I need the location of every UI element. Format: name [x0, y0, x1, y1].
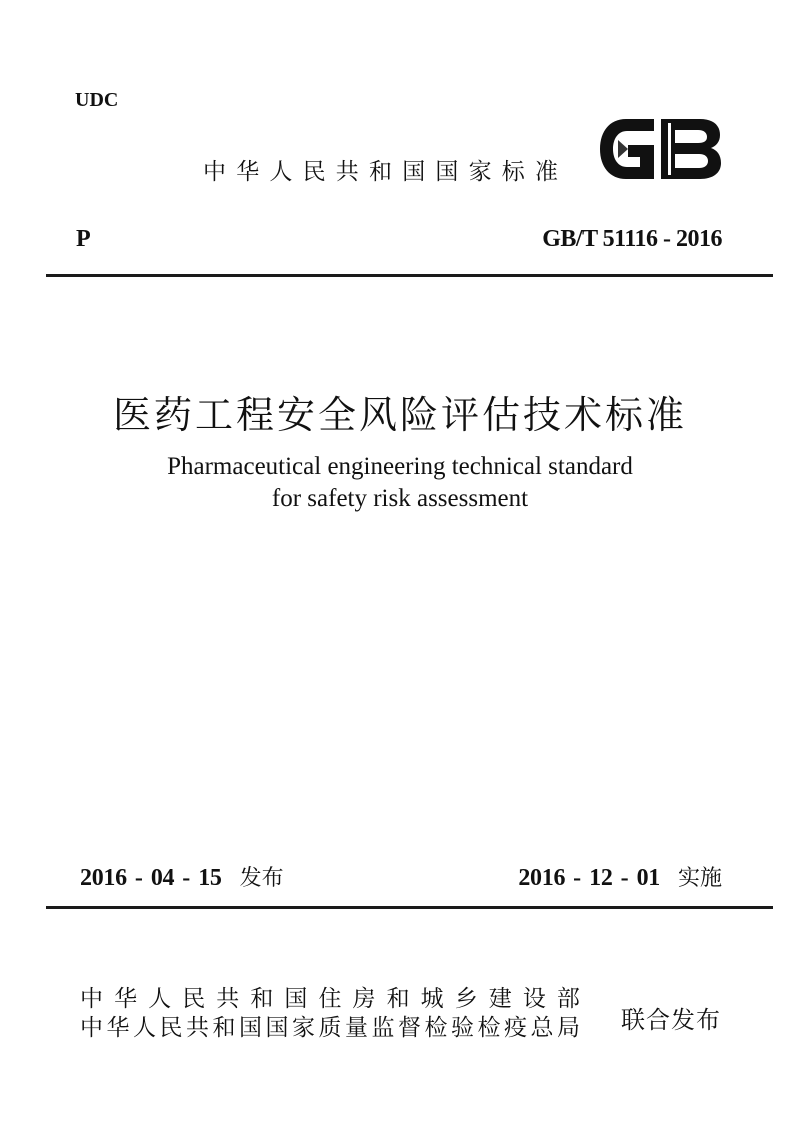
issuer-char: 检: [424, 1015, 448, 1041]
classification-code: P: [76, 226, 91, 252]
issuer-char: 和: [250, 986, 274, 1012]
issuer-char: 家: [292, 1015, 315, 1041]
title-english-line-2: for safety risk assessment: [271, 485, 529, 512]
national-standard-label: 中华人民共和国国家标准: [203, 159, 569, 185]
joint-issue-label: 联合发布: [621, 1006, 721, 1034]
issuer-char: 人: [148, 986, 172, 1012]
date-separator: -: [620, 865, 629, 891]
issue-month: 04: [150, 865, 175, 891]
issuer-line-2: [80, 1014, 580, 1043]
title-english: [0, 451, 800, 515]
issuer-char: 部: [556, 986, 580, 1012]
date-separator: -: [182, 865, 191, 891]
issuer-char: 总: [530, 1015, 554, 1041]
issuer-char: 民: [182, 986, 206, 1012]
implementation-label: 实施: [677, 866, 722, 891]
date-separator: -: [134, 865, 143, 891]
issuer-char: 共: [216, 986, 240, 1012]
issuer-char: 建: [488, 986, 512, 1012]
date-separator: -: [573, 865, 582, 891]
issuer-char: 国: [239, 1015, 262, 1041]
issuer-char: 量: [345, 1015, 368, 1041]
issuer-char: 和: [212, 1015, 236, 1041]
implementation-year: 2016: [518, 865, 566, 891]
implementation-date: [518, 861, 722, 892]
implementation-day: 01: [636, 865, 660, 891]
issue-year: 2016: [80, 865, 127, 891]
issuer-char: 和: [386, 986, 410, 1012]
issuer-char: 住: [318, 986, 342, 1012]
issuer-char: 中: [80, 1015, 103, 1041]
issuer-char: 验: [451, 1015, 474, 1041]
issuer-char: 城: [420, 986, 444, 1012]
issuer-char: 人: [133, 1015, 156, 1041]
title-english-line-1: Pharmaceutical engineering technical standard: [167, 453, 633, 480]
issue-label: 发布: [239, 866, 284, 891]
issuer-char: 局: [557, 1015, 580, 1041]
issuer-char: 国: [284, 986, 308, 1012]
issuer-char: 民: [159, 1015, 183, 1041]
issuer-char: 国: [265, 1015, 289, 1041]
issue-day: 15: [198, 865, 222, 891]
udc-label: UDC: [75, 89, 119, 111]
issuer-char: 督: [398, 1015, 421, 1041]
issuer-char: 设: [522, 986, 546, 1012]
issuer-line-1: [80, 985, 580, 1014]
gb-logo-icon: [596, 113, 724, 185]
issuer-char: 共: [186, 1015, 209, 1041]
issuer-char: 监: [371, 1015, 395, 1041]
issuer-char: 疫: [504, 1015, 527, 1041]
issuer-char: 华: [106, 1015, 130, 1041]
implementation-month: 12: [589, 865, 613, 891]
issuer-char: 房: [352, 986, 376, 1012]
bottom-divider: [46, 906, 773, 909]
issuing-authorities: [80, 985, 580, 1043]
issuer-char: 中: [80, 986, 103, 1012]
standard-number: GB/T 51116 - 2016: [542, 226, 722, 252]
top-divider: [46, 274, 773, 277]
issuer-char: 华: [114, 986, 138, 1012]
title-chinese: 医药工程安全风险评估技术标准: [112, 393, 687, 437]
issuer-char: 质: [318, 1015, 342, 1041]
issuer-char: 乡: [454, 986, 478, 1012]
issuer-char: 检: [477, 1015, 501, 1041]
issue-date: [80, 861, 284, 892]
